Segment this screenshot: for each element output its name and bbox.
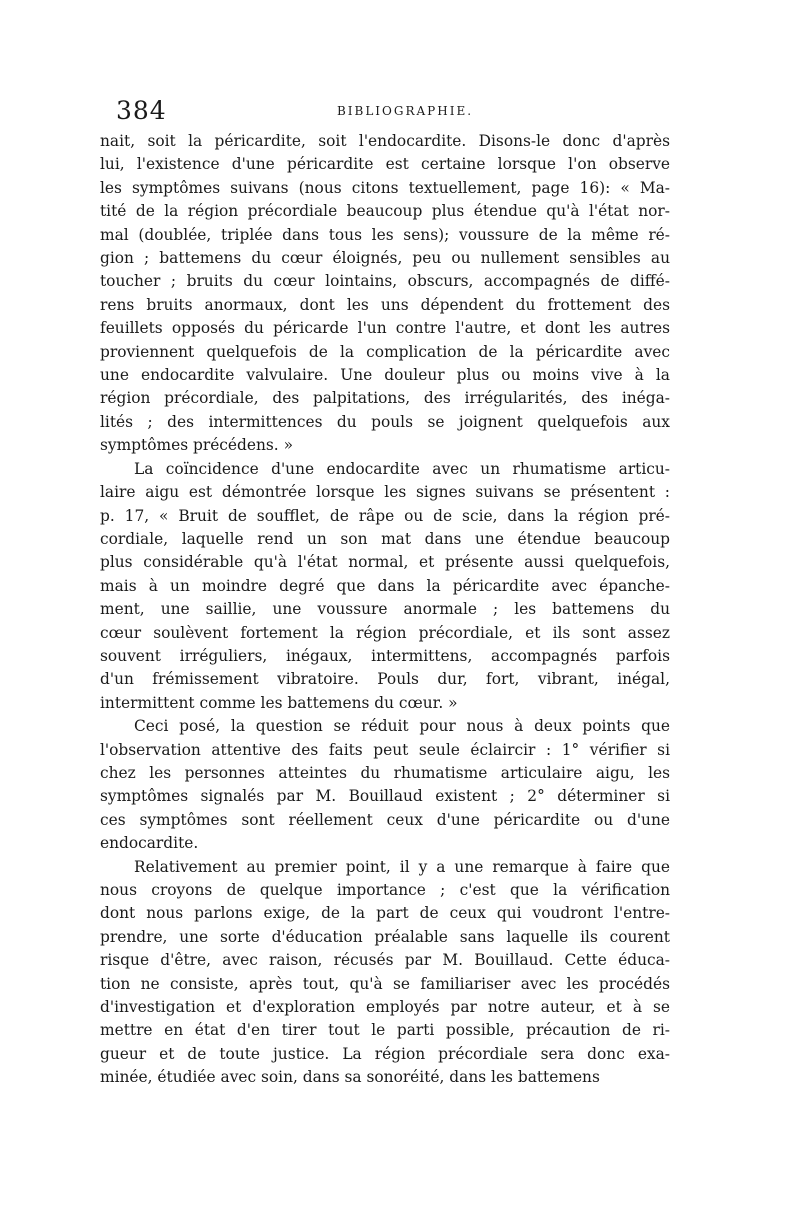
- book-page: [100, 96, 670, 1090]
- text-line: nait, soit la péricardite, soit l'endocardite. Disons-le donc d'après: [100, 132, 670, 150]
- page-number: 384: [116, 96, 167, 125]
- text-line: cœur soulèvent fortement la région précordiale, et ils sont assez: [100, 623, 670, 642]
- text-line: toucher ; bruits du cœur lointains, obscurs, accompagnés de diffé-: [100, 272, 670, 291]
- text-line: laire aigu est démontrée lorsque les signes suivans se présentent :: [100, 483, 670, 502]
- text-line: région précordiale, des palpitations, des irrégularités, des inéga-: [100, 389, 670, 408]
- text-line: souvent irréguliers, inégaux, intermittens, accompagnés parfois: [100, 646, 670, 665]
- text-line: rens bruits anormaux, dont les uns dépendent du frottement des: [100, 295, 670, 314]
- page-header: [100, 96, 670, 130]
- text-line: proviennent quelquefois de la complication de la péricardite avec: [100, 342, 670, 361]
- text-line: p. 17, « Bruit de soufflet, de râpe ou de scie, dans la région pré-: [100, 506, 670, 525]
- text-line: d'un frémissement vibratoire. Pouls dur, fort, vibrant, inégal,: [100, 670, 670, 689]
- text-line: tion ne consiste, après tout, qu'à se familiariser avec les procédés: [100, 974, 670, 993]
- text-line: mais à un moindre degré que dans la péricardite avec épanche-: [100, 576, 670, 595]
- text-line: tité de la région précordiale beaucoup plus étendue qu'à l'état nor-: [100, 202, 670, 221]
- text-line: symptômes signalés par M. Bouillaud existent ; 2° déterminer si: [100, 787, 670, 806]
- running-title: BIBLIOGRAPHIE.: [336, 104, 474, 118]
- text-line: symptômes précédens. »: [100, 436, 293, 455]
- text-line: feuillets opposés du péricarde l'un contre l'autre, et dont les autres: [100, 319, 670, 338]
- text-line: mal (doublée, triplée dans tous les sens); voussure de la même ré-: [100, 225, 670, 244]
- text-line: ces symptômes sont réellement ceux d'une péricardite ou d'une: [100, 810, 670, 829]
- text-line: plus considérable qu'à l'état normal, et présente aussi quelquefois,: [100, 553, 670, 572]
- paragraph-4: [100, 856, 670, 1090]
- text-line: prendre, une sorte d'éducation préalable sans laquelle ils courent: [100, 927, 670, 946]
- paragraph-1: [100, 130, 670, 458]
- body-text: [100, 130, 670, 1090]
- text-line: mettre en état d'en tirer tout le parti possible, précaution de ri-: [100, 1021, 670, 1040]
- text-line: cordiale, laquelle rend un son mat dans une étendue beaucoup: [100, 529, 670, 548]
- text-line: ment, une saillie, une voussure anormale ; les battemens du: [100, 600, 670, 619]
- text-line: d'investigation et d'exploration employés par notre auteur, et à se: [100, 998, 670, 1017]
- text-line: Relativement au premier point, il y a une remarque à faire que: [134, 857, 670, 876]
- text-line: endocardite.: [100, 834, 199, 853]
- text-line: les symptômes suivans (nous citons textuellement, page 16): « Ma-: [100, 178, 670, 197]
- text-line: une endocardite valvulaire. Une douleur plus ou moins vive à la: [100, 366, 670, 385]
- text-line: dont nous parlons exige, de la part de ceux qui voudront l'entre-: [100, 904, 670, 923]
- text-line: nous croyons de quelque importance ; c'est que la vérification: [100, 881, 670, 899]
- text-line: l'observation attentive des faits peut seule éclaircir : 1° vérifier si: [100, 740, 670, 759]
- text-line: lui, l'existence d'une péricardite est certaine lorsque l'on observe: [100, 155, 670, 174]
- paragraph-3: [100, 715, 670, 855]
- text-line: gueur et de toute justice. La région précordiale sera donc exa-: [100, 1044, 670, 1063]
- paragraph-2: [100, 458, 670, 715]
- text-line: intermittent comme les battemens du cœur. »: [100, 693, 458, 712]
- text-line: risque d'être, avec raison, récusés par M. Bouillaud. Cette éduca-: [100, 951, 670, 970]
- text-line: La coïncidence d'une endocardite avec un rhumatisme articu-: [134, 459, 670, 478]
- text-line: chez les personnes atteintes du rhumatisme articulaire aigu, les: [100, 763, 670, 782]
- text-line: gion ; battemens du cœur éloignés, peu ou nullement sensibles au: [100, 249, 670, 268]
- text-line: lités ; des intermittences du pouls se joignent quelquefois aux: [100, 412, 670, 431]
- text-line: Ceci posé, la question se réduit pour nous à deux points que: [134, 717, 670, 736]
- text-line: minée, étudiée avec soin, dans sa sonoréité, dans les battemens: [100, 1068, 600, 1087]
